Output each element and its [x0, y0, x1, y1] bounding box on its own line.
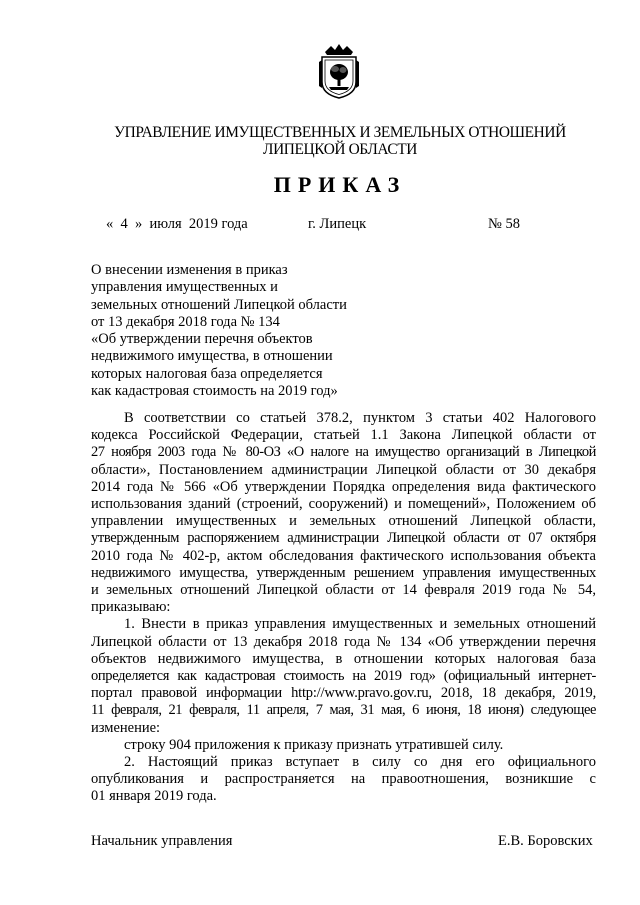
org-name-line-1: УПРАВЛЕНИЕ ИМУЩЕСТВЕННЫХ И ЗЕМЕЛЬНЫХ ОТНОШЕНИЙ	[114, 124, 566, 141]
body-line: 27 ноября 2003 года № 80-ОЗ «О налоге на имущество организаций в Липецкой	[91, 444, 596, 461]
order-number: № 58	[488, 216, 520, 232]
body-line: 11 февраля, 21 февраля, 11 апреля, 7 мая, 31 мая, 6 июня, 18 июня) следующее	[91, 702, 596, 719]
subject-line: как кадастровая стоимость на 2019 год»	[91, 383, 338, 400]
body-line: использования зданий (строений, сооружений) и помещений», Положением об	[91, 496, 596, 513]
order-date: « 4 » июля 2019 года	[106, 216, 248, 232]
signatory-position: Начальник управления	[91, 833, 233, 849]
subject-line: «Об утверждении перечня объектов	[91, 331, 313, 348]
signatory-name: Е.В. Боровских	[498, 833, 593, 849]
body-line: 01 января 2019 года.	[91, 788, 217, 805]
body-line: В соответствии со статьей 378.2, пунктом 3 статьи 402 Налогового	[124, 410, 596, 426]
subject-line: О внесении изменения в приказ	[91, 262, 288, 278]
subject-line: от 13 декабря 2018 года № 134	[91, 313, 280, 330]
subject-line: недвижимого имущества, в отношении	[91, 348, 333, 365]
body-line: 1. Внести в приказ управления имущественных и земельных отношений	[124, 616, 596, 633]
order-body	[91, 410, 596, 806]
org-name-line-2: ЛИПЕЦКОЙ ОБЛАСТИ	[263, 141, 417, 158]
organization-name	[60, 124, 620, 158]
body-line: и земельных отношений Липецкой области от 14 февраля 2019 года № 54,	[91, 582, 596, 599]
body-line: недвижимого имущества, утвержденным решением управления имущественных	[91, 564, 596, 581]
order-subject	[91, 262, 391, 400]
body-line: управлении имущественных и земельных отношений Липецкой области,	[91, 513, 596, 530]
body-line: приказываю:	[91, 599, 171, 616]
subject-line: земельных отношений Липецкой области	[91, 296, 347, 313]
subject-line: которых налоговая база определяется	[91, 365, 323, 382]
subject-line: управления имущественных и	[91, 279, 278, 296]
body-line: утвержденным распоряжением администрации Липецкой области от 07 октября	[91, 530, 596, 547]
document-title: ПРИКАЗ	[273, 172, 407, 197]
body-line: 2014 года № 566 «Об утверждении Порядка определения вида фактического	[91, 478, 596, 495]
body-line: области», Постановлением администрации Липецкой области от 30 декабря	[91, 461, 596, 478]
body-line: 2010 года № 402-р, актом обследования фактического использования объекта	[91, 547, 596, 564]
coat-of-arms-emblem	[317, 42, 361, 100]
body-line: 2. Настоящий приказ вступает в силу со дня его официального	[124, 754, 596, 771]
body-line: кодекса Российской Федерации, статьей 1.1 Закона Липецкой области от	[91, 427, 596, 444]
body-line: строку 904 приложения к приказу признать утратившей силу.	[124, 736, 504, 753]
body-line: объектов недвижимого имущества, в отношении которых налоговая база	[91, 650, 596, 667]
body-line: изменение:	[91, 719, 161, 736]
body-line: Липецкой области от 13 декабря 2018 года № 134 «Об утверждении перечня	[91, 633, 596, 650]
body-line: определяется как кадастровая стоимость на 2019 год» (официальный интернет-	[91, 668, 596, 685]
order-city: г. Липецк	[308, 216, 367, 232]
body-line: портал правовой информации http://www.pravo.gov.ru, 2018, 18 декабря, 2019,	[91, 685, 596, 702]
body-line: опубликования и распространяется на правоотношения, возникшие с	[91, 771, 596, 788]
